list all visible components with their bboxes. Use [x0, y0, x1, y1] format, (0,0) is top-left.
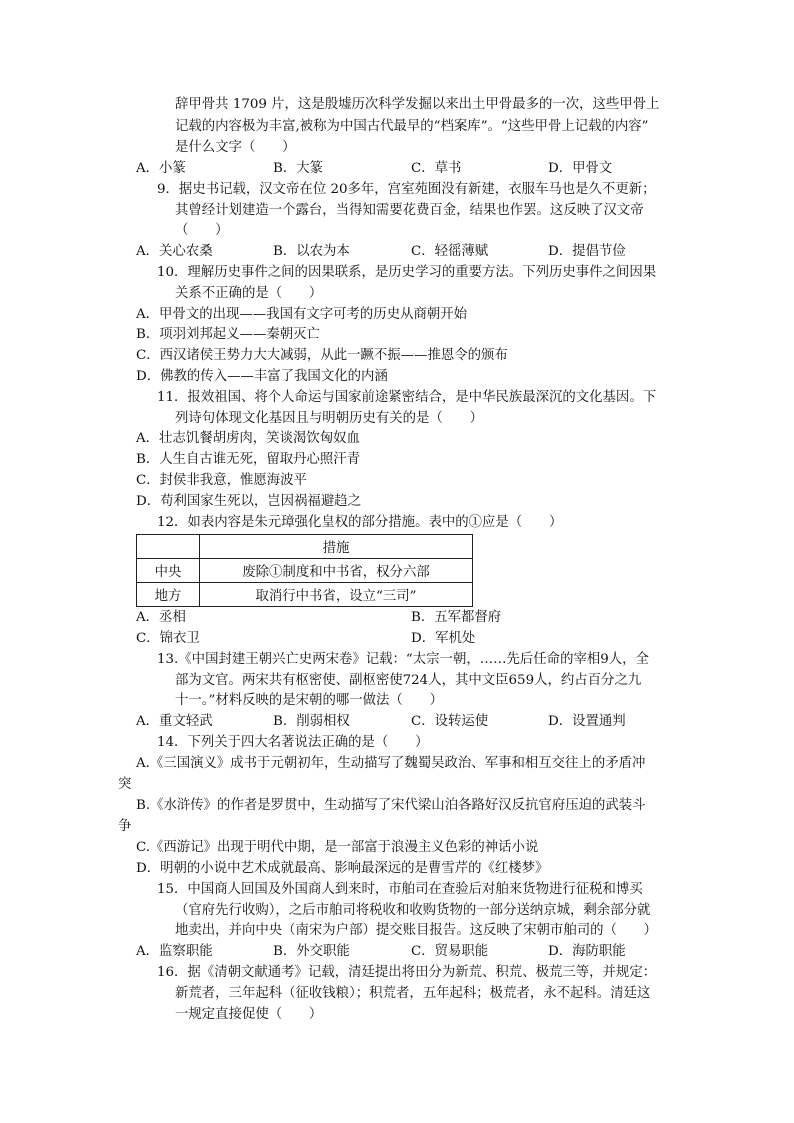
q12-option-a[interactable]: A．丞相	[136, 610, 186, 625]
q14-option-b-cont: 争	[118, 819, 132, 834]
q8-line3: 是什么文字（ ）	[175, 140, 296, 155]
table-corner-cell	[137, 535, 200, 559]
q13-option-c[interactable]: C．设转运使	[411, 714, 489, 729]
table-header-measures: 措施	[200, 535, 473, 559]
table-row	[137, 535, 473, 559]
q12-measures-table	[136, 534, 473, 607]
q15-option-b[interactable]: B．外交职能	[273, 944, 350, 959]
q13-option-b[interactable]: B．削弱相权	[273, 714, 350, 729]
table-row	[137, 583, 473, 607]
q14-option-d[interactable]: D．明朝的小说中艺术成就最高、影响最深远的是曹雪芹的《红楼梦》	[136, 861, 549, 876]
q11-line2: 列诗句体现文化基因且与明朝历史有关的是（ ）	[175, 411, 483, 426]
q13-line1: 13.《中国封建王朝兴亡史两宋卷》记载：“太宗一朝，……先后任命的宰相9人，全	[157, 652, 649, 667]
table-row	[137, 559, 473, 583]
q9-option-a[interactable]: A．关心农桑	[136, 244, 213, 259]
q13-option-d[interactable]: D．设置通判	[548, 714, 626, 729]
q12-option-b[interactable]: B．五军都督府	[411, 610, 502, 625]
q9-line1: 9．据史书记载，汉文帝在位 20多年，宫室苑囿没有新建，衣服车马也是久不更新；	[157, 182, 656, 197]
q10-option-d[interactable]: D．佛教的传入——丰富了我国文化的内涵	[136, 369, 388, 384]
q14-option-b[interactable]: B.《水浒传》的作者是罗贯中，生动描写了宋代梁山泊各路好汉反抗官府压迫的武装斗	[136, 798, 646, 813]
q15-line2: （官府先行收购），之后市舶司将税收和收购货物的一部分送纳京城，剩余部分就	[175, 903, 651, 918]
table-row-value: 取消行中书省，设立“三司”	[200, 583, 473, 607]
q13-option-a[interactable]: A．重文轻武	[136, 714, 213, 729]
q11-option-d[interactable]: D．苟利国家生死以，岂因祸福避趋之	[136, 494, 361, 509]
q11-line1: 11．报效祖国、将个人命运与国家前途紧密结合，是中华民族最深沉的文化基因。下	[157, 390, 657, 405]
q14-line1: 14．下列关于四大名著说法正确的是（ ）	[157, 735, 429, 750]
q14-option-c[interactable]: C.《西游记》出现于明代中期，是一部富于浪漫主义色彩的神话小说	[136, 840, 539, 855]
q13-line2: 部为文官。两宋共有枢密使、副枢密使724人，其中文臣659人，约占百分之九	[175, 673, 642, 688]
q8-option-b[interactable]: B．大篆	[273, 161, 324, 176]
q9-option-b[interactable]: B．以农为本	[273, 244, 350, 259]
q14-option-a[interactable]: A.《三国演义》成书于元朝初年，生动描写了魏蜀吴政治、军事和相互交往上的矛盾冲	[136, 756, 646, 771]
q15-line3: 地卖出，并向中央（南宋为户部）提交账目报告。这反映了宋朝市舶司的（ ）	[175, 923, 658, 938]
q15-option-d[interactable]: D．海防职能	[548, 944, 626, 959]
q9-option-d[interactable]: D．提倡节俭	[548, 244, 626, 259]
q11-option-a[interactable]: A．壮志饥餐胡虏肉，笑谈渴饮匈奴血	[136, 431, 360, 446]
q8-line2: 记载的内容极为丰富,被称为中国古代最早的“档案库”。“这些甲骨上记载的内容”	[175, 119, 649, 134]
q16-line2: 新荒者，三年起科（征收钱粮）；积荒者，五年起科；极荒者，永不起科。清廷这	[175, 986, 651, 1001]
q9-line2: 其曾经计划建造一个露台，当得知需要花费百金，结果也作罢。这反映了汉文帝	[175, 203, 644, 218]
q8-option-a[interactable]: A．小篆	[136, 161, 186, 176]
q10-line2: 关系不正确的是（ ）	[175, 286, 323, 301]
q10-option-c[interactable]: C．西汉诸侯王势力大大减弱，从此一蹶不振——推恩令的颁布	[136, 348, 508, 363]
q15-option-a[interactable]: A．监察职能	[136, 944, 213, 959]
q16-line1: 16．据《清朝文献通考》记载，清廷提出将田分为新荒、积荒、极荒三等，并规定：	[157, 965, 657, 980]
q11-option-b[interactable]: B．人生自古谁无死，留取丹心照汗青	[136, 452, 361, 467]
table-row-value: 废除①制度和中书省，权分六部	[200, 559, 473, 583]
q16-line3: 一规定直接促使（ ）	[175, 1007, 323, 1022]
q8-option-d[interactable]: D．甲骨文	[548, 161, 613, 176]
q8-option-c[interactable]: C．草书	[411, 161, 462, 176]
q15-option-c[interactable]: C．贸易职能	[411, 944, 489, 959]
table-row-label: 地方	[137, 583, 200, 607]
q10-option-b[interactable]: B．项羽刘邦起义——秦朝灭亡	[136, 327, 320, 342]
q11-option-c[interactable]: C．封侯非我意，惟愿海波平	[136, 473, 307, 488]
q9-line3: （ ）	[175, 223, 229, 238]
q10-option-a[interactable]: A．甲骨文的出现——我国有文字可考的历史从商朝开始	[136, 307, 468, 322]
q9-option-c[interactable]: C．轻徭薄赋	[411, 244, 489, 259]
q14-option-a-cont: 突	[118, 777, 132, 792]
q12-line1: 12．如表内容是朱元璋强化皇权的部分措施。表中的①应是（ ）	[157, 515, 563, 530]
table-row-label: 中央	[137, 559, 200, 583]
q8-line1: 辞甲骨共 1709 片，这是殷墟历次科学发掘以来出土甲骨最多的一次，这些甲骨上	[175, 97, 660, 112]
q13-line3: 十一。”材料反映的是宋朝的哪一做法（ ）	[175, 693, 443, 708]
q10-line1: 10．理解历史事件之间的因果联系，是历史学习的重要方法。下列历史事件之间因果	[157, 265, 657, 280]
q12-option-c[interactable]: C．锦衣卫	[136, 631, 200, 646]
q15-line1: 15．中国商人回国及外国商人到来时，市舶司在查验后对舶来货物进行征税和博买	[157, 882, 643, 897]
q12-option-d[interactable]: D．军机处	[411, 631, 476, 646]
